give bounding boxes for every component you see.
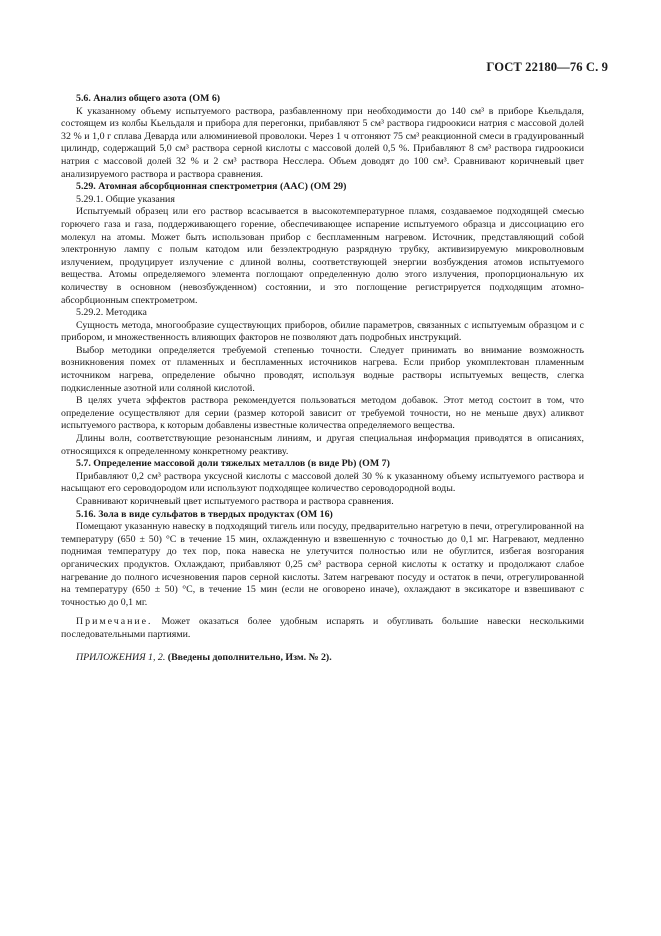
section-heading-5-29: 5.29. Атомная абсорбционная спектрометрия (AAC) (ОМ 29) [76, 181, 347, 193]
section-heading-5-7: 5.7. Определение массовой доли тяжелых металлов (в виде Pb) (ОМ 7) [76, 458, 390, 470]
paragraph-compare-color: Сравнивают коричневый цвет испытуемого раствора и раствора сравнения. [76, 496, 394, 507]
document-body [61, 93, 584, 664]
appendix-amendment: (Введены дополнительно, Изм. № 2). [167, 651, 332, 663]
appendix-note [61, 652, 584, 665]
paragraph-aas-general: Испытуемый образец или его раствор всасывается в высокотемпературное пламя, создаваемое подходящей смесью горючего газа и газа, поддерживающего горение, обеспечивающее испарение испытуемого образца и диссоциацию его молекул на атомы. Может быть использован прибор с беспламенным нагревом. Источник, представляющий собой электронную лампу с полым катодом или безэлектродную разрядную трубку, активизируемую микроволновым излучением, продуцирует излучение с длиной волны, соответствующей энергии возбуждения атомов испытуемого вещества. Атомы определяемого элемента поглощают определенную долю этого излучения, пропорциональную их количеству в основном (невозбужденном) состоянии, и это поглощение регистрируется подходящим атомно-абсорбционным спектрометром. [61, 206, 584, 306]
paragraph-method-essence: Сущность метода, многообразие существующих приборов, обилие параметров, связанных с испытуемым образцом и с прибором, и множественность влияющих факторов не позволяют дать подробных инструкций. [61, 319, 584, 344]
note-label: Примечание. [76, 616, 153, 628]
subsection-heading-5-29-2: 5.29.2. Методика [76, 307, 147, 319]
paragraph-method-choice: Выбор методики определяется требуемой степенью точности. Следует принимать во внимание возможность возникновения помех от пламенных и беспламенных источников нагрева. Если прибор укомплектован пламенным источником нагрева, определение обычно проводят, используя водные растворы испытуемых веществ, слегка подкисленные азотной или соляной кислотой. [61, 344, 584, 394]
subsection-heading-5-29-1: 5.29.1. Общие указания [76, 193, 175, 205]
section-heading-5-6: 5.6. Анализ общего азота (ОМ 6) [76, 93, 221, 104]
paragraph-sulfate-ash: Помещают указанную навеску в подходящий тигель или посуду, предварительно нагретую в печи, отрегулированной на температуру (650 ± 50) °С в течение 15 мин, охлажденную и взвешенную с точностью до 0,1 мг. Нагревают, медленно поднимая температуру до тех пор, пока навеска не улетучится полностью или не обуглится, избегая возгорания органических продуктов. Охлаждают, прибавляют 0,25 см³ раствора серной кислоты к остатку и продолжают слабое нагревание до полного исчезновения паров серной кислоты. Затем нагревают посуду и остаток в печи, отрегулированной на температуру (650 ± 50) °С, в течение 15 мин (если не оговорено иначе), охлаждают в эксикаторе и взвешивают с точностью до 0,1 мг. [61, 521, 584, 608]
paragraph-nitrogen: К указанному объему испытуемого раствора, разбавленному при необходимости до 140 см³ в приборе Кьельдаля, состоящем из колбы Кьельдаля и прибора для перегонки, прибавляют 5 см³ раствора гидроокиси натрия с массовой долей 32 % и 1,0 г сплава Деварда или алюминиевой проволоки. Через 1 ч отгоняют 75 см³ реакционной смеси в градуированный цилиндр, содержащий 5,0 см³ раствора серной кислоты с массовой долей 0,5 %. Прибавляют 8 см³ раствора гидроокиси натрия с массовой долей 32 % и 2 см³ раствора Несслера. Объем доводят до 100 см³. Сравнивают коричневый цвет анализируемого раствора и раствора сравнения. [61, 105, 584, 180]
appendix-label: ПРИЛОЖЕНИЯ 1, 2. [76, 651, 166, 663]
paragraph-additions-method: В целях учета эффектов раствора рекомендуется пользоваться методом добавок. Этот метод состоит в том, что определение осуществляют для серии (размер которой зависит от требуемой точности, но не меньше двух) аликвот испытуемого раствора, к которым добавлены известные количества определяемого вещества. [61, 395, 584, 432]
paragraph-heavy-metals: Прибавляют 0,2 см³ раствора уксусной кислоты с массовой долей 30 % к указанному объему испытуемого раствора и насыщают его сероводородом или используют подходящее количество сероводородной воды. [61, 470, 584, 495]
page-header: ГОСТ 22180—76 С. 9 [486, 60, 608, 74]
paragraph-wavelengths: Длины волн, соответствующие резонансным линиям, и другая специальная информация приводятся в описаниях, относящихся к определенному конкретному реактиву. [61, 433, 584, 457]
note-text: Может оказаться более удобным испарять и обугливать большие навески несколькими последовательными партиями. [61, 616, 585, 640]
note [61, 616, 584, 641]
section-heading-5-16: 5.16. Зола в виде сульфатов в твердых продуктах (ОМ 16) [76, 508, 333, 520]
